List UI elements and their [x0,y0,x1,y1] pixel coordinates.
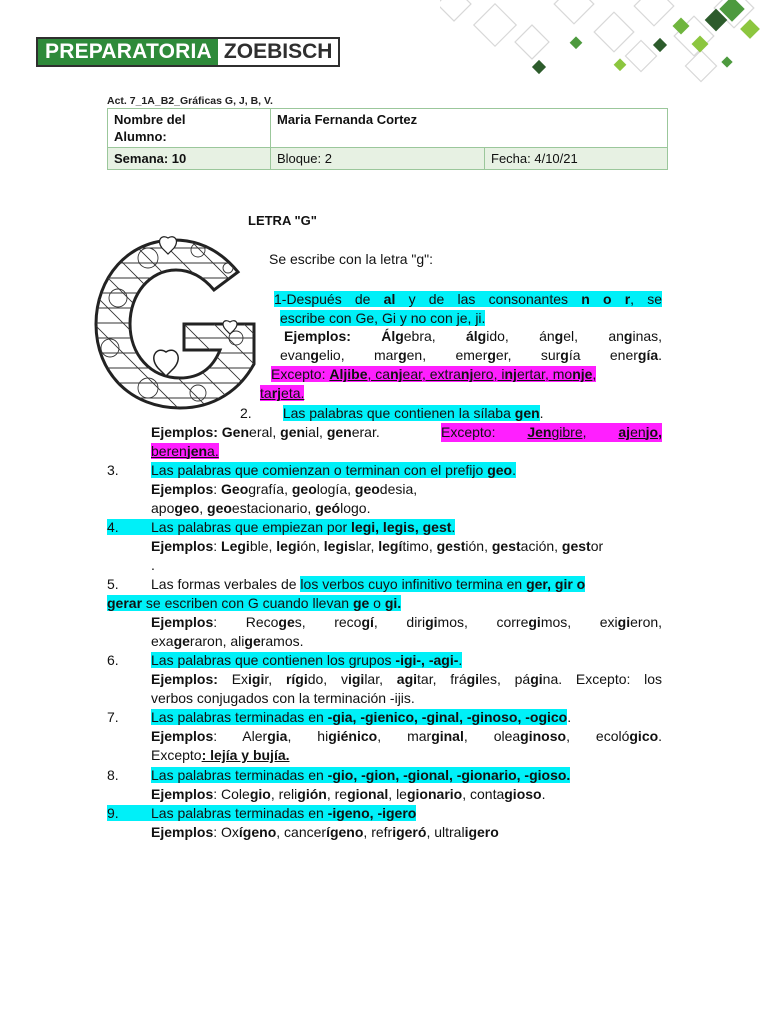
rule-2: 2. Las palabras que contienen la sílaba gen. [240,405,544,421]
week-cell: Semana: 10 [108,148,271,170]
rule-7-examples: Ejemplos: Alergia, higiénico, marginal, oleaginoso, ecológico. [151,728,663,744]
rule-9: 9. Las palabras terminadas en -igeno, -igero [107,805,417,821]
rule-5-cont: gerar se escriben con G cuando llevan ge o gi. [107,595,402,611]
rule-3: 3. Las palabras que comienzan o terminan con el prefijo geo. [107,462,516,478]
rule-4-examples: Ejemplos: Legible, legión, legislar, legítimo, gestión, gestación, gestor [151,538,604,554]
decorative-diamond-pattern [440,0,768,95]
rule-4: 4. Las palabras que empiezan por legi, legis, gest. [107,519,456,535]
school-logo [36,37,340,67]
rule-2-exceptions-cont: berenjena. [151,443,219,459]
date-cell: Fecha: 4/10/21 [485,148,668,170]
rule-1-examples-cont: evangelio, margen, emerger, surgía energía. [280,347,663,363]
rule-8-examples: Ejemplos: Colegio, religión, regional, legionario, contagioso. [151,786,546,802]
rule-1-examples: Ejemplos: Álgebra, álgido, ángel, anginas, [284,328,663,344]
block-cell: Bloque: 2 [271,148,485,170]
rule-6-examples: Ejemplos: Exigir, rígido, vigilar, agitar, frágiles, página. Excepto: los [151,671,663,687]
rule-8: 8. Las palabras terminadas en -gio, -gion, -gional, -gionario, -gioso. [107,767,571,783]
activity-code: Act. 7_1A_B2_Gráficas G, J, B, V. [107,95,273,107]
name-label-2: Alumno: [114,129,167,144]
rule-3-examples-cont: apogeo, geoestacionario, geólogo. [151,500,371,516]
rule-1-exceptions: Excepto: Aljibe, canjear, extranjero, injertar, monje, [271,366,597,382]
rule-5-examples: Ejemplos: Recoges, recogí, dirigimos, corregimos, exigieron, [151,614,663,630]
student-name: Maria Fernanda Cortez [271,109,668,148]
rule-7-exceptions: Excepto: lejía y bujía. [151,747,290,763]
rule-4-cont: . [151,557,155,573]
rule-1-line-1: 1-Después de al y de las consonantes n o r, se [274,291,663,307]
rule-5-examples-cont: exageraron, aligeramos. [151,633,304,649]
name-label-1: Nombre del [114,112,186,127]
intro-text: Se escribe con la letra "g": [269,251,434,267]
student-info-table [107,108,668,170]
rule-9-examples: Ejemplos: Oxígeno, cancerígeno, refrigeró, ultraligero [151,824,499,840]
rule-1-line-2: escribe con Ge, Gi y no con je, ji. [280,310,486,326]
decorative-letter-g-illustration [88,228,274,416]
name-label-cell [108,109,271,148]
rule-6-cont: verbos conjugados con la terminación -ijis. [151,690,415,706]
rule-1-exceptions-cont: tarjeta. [260,385,305,401]
logo-part-1: PREPARATORIA [38,39,218,65]
rule-7: 7. Las palabras terminadas en -gia, -gienico, -ginal, -ginoso, -ogico. [107,709,572,725]
document-title: LETRA "G" [248,213,317,228]
rule-6: 6. Las palabras que contienen los grupos -igi-, -agi-. [107,652,463,668]
rule-3-examples: Ejemplos: Geografía, geología, geodesia, [151,481,418,497]
rule-2-examples: Ejemplos: General, genial, generar. Excepto: Jengibre, ajenjo, [151,424,662,440]
rule-5: 5. Las formas verbales de los verbos cuyo infinitivo termina en ger, gir o [107,576,586,592]
logo-part-2: ZOEBISCH [218,39,339,65]
